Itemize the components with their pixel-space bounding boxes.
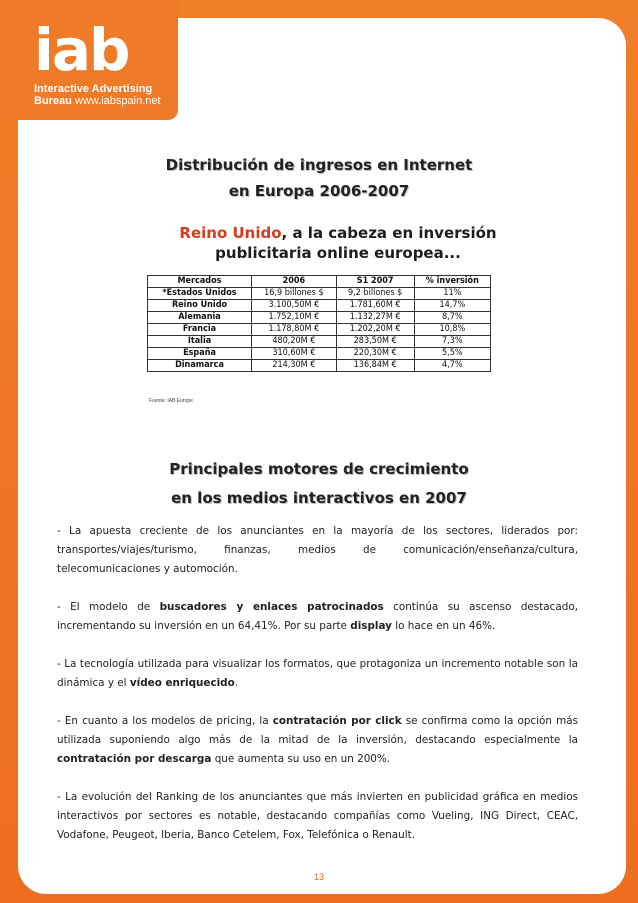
- text-run: - En cuanto a los modelos de pricing, la: [57, 715, 273, 727]
- page-title: [0, 152, 638, 204]
- figure-heading: [178, 223, 498, 263]
- table-cell-market: Reino Unido: [148, 300, 252, 312]
- table-cell: 214,30M €: [252, 360, 337, 372]
- page-title-line2: en Europa 2006-2007: [228, 182, 410, 200]
- text-run: se confirma como la opción más utilizada suponiendo algo más de la mitad de la inversión, destacando especialmente la: [57, 715, 578, 746]
- table-row: [148, 336, 491, 348]
- page-title-line1: Distribución de ingresos en Internet: [165, 156, 473, 174]
- paragraph: [57, 712, 578, 769]
- table-cell-market: *Estados Unidos: [148, 288, 252, 300]
- table-cell: 1.781,60M €: [336, 300, 414, 312]
- section-title-line1: Principales motores de crecimiento: [169, 460, 469, 478]
- logo-wordmark: iab: [34, 16, 129, 84]
- table-cell-market: Dinamarca: [148, 360, 252, 372]
- text-run: que aumenta su uso en un 200%.: [211, 753, 391, 765]
- paragraph: [57, 655, 578, 693]
- table-header-row: [148, 276, 491, 288]
- table-cell-market: Italia: [148, 336, 252, 348]
- bold-run: display: [350, 620, 392, 632]
- table-cell-market: Francia: [148, 324, 252, 336]
- logo-url: www.iabspain.net: [71, 95, 161, 107]
- table-cell: 220,30M €: [336, 348, 414, 360]
- bold-run: buscadores y enlaces patrocinados: [159, 601, 384, 613]
- table-cell-market: Alemania: [148, 312, 252, 324]
- paragraph: [57, 598, 578, 636]
- table-cell: 9,2 billones $: [336, 288, 414, 300]
- table-row: [148, 312, 491, 324]
- logo-tagline-line1: Interactive Advertising: [34, 83, 153, 95]
- table-cell: 310,60M €: [252, 348, 337, 360]
- text-run: continúa su ascenso destacado, incrementando su inversión en un 64,41%. Por su parte: [57, 601, 578, 632]
- section-title: [0, 455, 638, 513]
- table-header-cell: % inversión: [414, 276, 490, 288]
- table-row: [148, 324, 491, 336]
- text-run: .: [234, 677, 239, 689]
- bold-run: contratación por click: [272, 715, 402, 727]
- page-number: 13: [313, 872, 324, 882]
- figure-heading-line2: publicitaria online europea...: [215, 244, 461, 262]
- table-header-cell: 2006: [252, 276, 337, 288]
- text-run: - El modelo de: [57, 601, 160, 613]
- table-cell: 1.752,10M €: [252, 312, 337, 324]
- figure-heading-rest: , a la cabeza en inversión: [281, 224, 497, 242]
- section-title-line2: en los medios interactivos en 2007: [171, 489, 467, 507]
- table-row: [148, 300, 491, 312]
- table-cell: 3.100,50M €: [252, 300, 337, 312]
- text-run: - La tecnología utilizada para visualizar los formatos, que protagoniza un incremento notable son la dinámica y el: [57, 658, 578, 689]
- logo-bureau: Bureau: [34, 95, 72, 107]
- bold-run: vídeo enriquecido: [129, 677, 235, 689]
- table-cell: 136,84M €: [336, 360, 414, 372]
- table-source: Fuente: IAB Europe: [149, 398, 193, 404]
- paragraph: - La apuesta creciente de los anunciantes en la mayoría de los sectores, liderados por: transportes/viajes/turismo, finanzas, medios de comunicación/enseñanza/cultura, telecomunicaciones y automoción.: [57, 525, 578, 575]
- table-cell: 1.132,27M €: [336, 312, 414, 324]
- table-cell: 7,3%: [414, 336, 490, 348]
- table-header-cell: Mercados: [148, 276, 252, 288]
- figure-heading-highlight: Reino Unido: [179, 224, 282, 242]
- table-cell: 14,7%: [414, 300, 490, 312]
- text-run: lo hace en un 46%.: [391, 620, 496, 632]
- table-cell: 1.202,20M €: [336, 324, 414, 336]
- table-cell: 5,5%: [414, 348, 490, 360]
- table-cell: 16,9 billones $: [252, 288, 337, 300]
- table-cell: 10,8%: [414, 324, 490, 336]
- paragraph: - La evolución del Ranking de los anunciantes que más invierten en publicidad gráfica en medios interactivos por sectores es notable, destacando compañías como Vueling, ING Direct, CEAC, Vodafone, Peugeot, Iberia, Banco Cetelem, Fox, Telefónica o Renault.: [57, 791, 578, 841]
- table-cell: 4,7%: [414, 360, 490, 372]
- body-text: [57, 522, 578, 864]
- table-cell: 8,7%: [414, 312, 490, 324]
- table-cell: 283,50M €: [336, 336, 414, 348]
- table-row: [148, 288, 491, 300]
- bold-run: contratación por descarga: [57, 753, 212, 765]
- table-header-cell: S1 2007: [336, 276, 414, 288]
- table-row: [148, 348, 491, 360]
- table-row: [148, 360, 491, 372]
- table-cell: 1.178,80M €: [252, 324, 337, 336]
- market-table: [147, 275, 491, 372]
- iab-logo: [0, 0, 178, 120]
- logo-tagline-line2: [34, 95, 161, 107]
- table-cell-market: España: [148, 348, 252, 360]
- table-cell: 11%: [414, 288, 490, 300]
- table-cell: 480,20M €: [252, 336, 337, 348]
